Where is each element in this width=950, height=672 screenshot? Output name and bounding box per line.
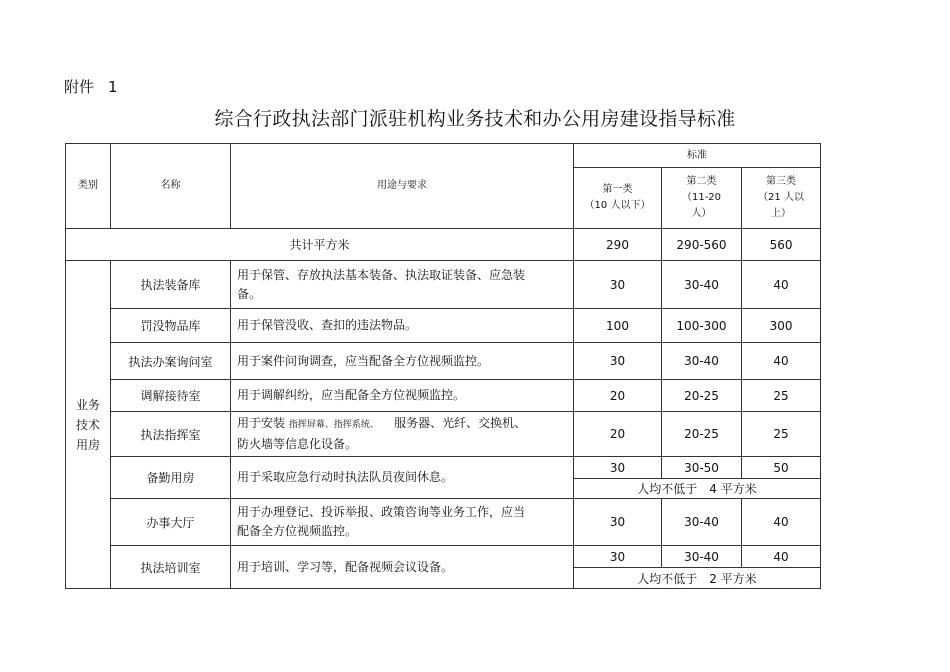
- value-class3: 25: [742, 412, 821, 457]
- document-title: 综合行政执法部门派驻机构业务技术和办公用房建设指导标准: [214, 108, 736, 130]
- room-usage: 用于案件问询调查，应当配备全方位视频监控。: [231, 343, 574, 380]
- room-usage: 用于办理登记、投诉举报、政策咨询等业务工作，应当 配备全方位视频监控。: [231, 499, 574, 546]
- room-usage: 用于调解纠纷，应当配备全方位视频监控。: [231, 380, 574, 412]
- value-class3: 300: [742, 309, 821, 343]
- table-row: [66, 457, 821, 479]
- value-class2: 30-40: [662, 546, 742, 568]
- value-class2: 30-40: [662, 343, 742, 380]
- annex-number: 1: [108, 78, 118, 96]
- header-name: 名称: [111, 144, 231, 229]
- table-row: [66, 380, 821, 412]
- room-usage: 用于安装 指挥屏幕、指挥系统、 服务器、光纤、交换机、 防火墙等信息化设备。: [231, 412, 574, 457]
- total-class3: 560: [742, 229, 821, 261]
- value-class3: 40: [742, 261, 821, 309]
- value-class1: 30: [574, 499, 662, 546]
- room-usage: 用于保管没收、查扣的违法物品。: [231, 309, 574, 343]
- table-row: [66, 499, 821, 546]
- room-name: 调解接待室: [111, 380, 231, 412]
- value-class1: 30: [574, 261, 662, 309]
- total-class1: 290: [574, 229, 662, 261]
- header-class1: 第一类 （10 人以下）: [574, 168, 662, 229]
- table-row: [66, 412, 821, 457]
- room-usage: 用于培训、学习等，配备视频会议设备。: [231, 546, 574, 589]
- header-usage: 用途与要求: [231, 144, 574, 229]
- room-name: 执法办案询问室: [111, 343, 231, 380]
- value-class1: 20: [574, 380, 662, 412]
- annex-text: 附件: [64, 78, 95, 96]
- value-class1: 30: [574, 343, 662, 380]
- total-label: 共计平方米: [66, 229, 574, 261]
- header-class3: 第三类 （21 人以 上）: [742, 168, 821, 229]
- per-capita-note: 人均不低于 2 平方米: [574, 568, 821, 589]
- value-class3: 40: [742, 546, 821, 568]
- header-standard: 标准: [574, 144, 821, 168]
- value-class1: 20: [574, 412, 662, 457]
- header-row: [66, 144, 821, 168]
- room-usage: 用于采取应急行动时执法队员夜间休息。: [231, 457, 574, 499]
- value-class2: 20-25: [662, 412, 742, 457]
- value-class2: 30-40: [662, 261, 742, 309]
- room-name: 办事大厅: [111, 499, 231, 546]
- table-row: [66, 261, 821, 309]
- header-category: 类别: [66, 144, 111, 229]
- room-name: 执法装备库: [111, 261, 231, 309]
- room-name: 执法培训室: [111, 546, 231, 589]
- value-class2: 30-40: [662, 499, 742, 546]
- standards-table: [65, 143, 821, 589]
- header-class2: 第二类 （11-20 人）: [662, 168, 742, 229]
- value-class2: 30-50: [662, 457, 742, 479]
- value-class3: 50: [742, 457, 821, 479]
- room-name: 执法指挥室: [111, 412, 231, 457]
- per-capita-note: 人均不低于 4 平方米: [574, 479, 821, 499]
- table-row: [66, 343, 821, 380]
- value-class1: 30: [574, 457, 662, 479]
- value-class3: 25: [742, 380, 821, 412]
- table-row: [66, 546, 821, 568]
- total-row: [66, 229, 821, 261]
- table-row: [66, 309, 821, 343]
- value-class2: 20-25: [662, 380, 742, 412]
- value-class1: 100: [574, 309, 662, 343]
- value-class3: 40: [742, 499, 821, 546]
- total-class2: 290-560: [662, 229, 742, 261]
- annex-label: [64, 76, 132, 97]
- room-usage: 用于保管、存放执法基本装备、执法取证装备、应急装 备。: [231, 261, 574, 309]
- value-class2: 100-300: [662, 309, 742, 343]
- category-business-tech: 业务 技术 用房: [66, 261, 111, 589]
- room-name: 备勤用房: [111, 457, 231, 499]
- value-class1: 30: [574, 546, 662, 568]
- room-name: 罚没物品库: [111, 309, 231, 343]
- value-class3: 40: [742, 343, 821, 380]
